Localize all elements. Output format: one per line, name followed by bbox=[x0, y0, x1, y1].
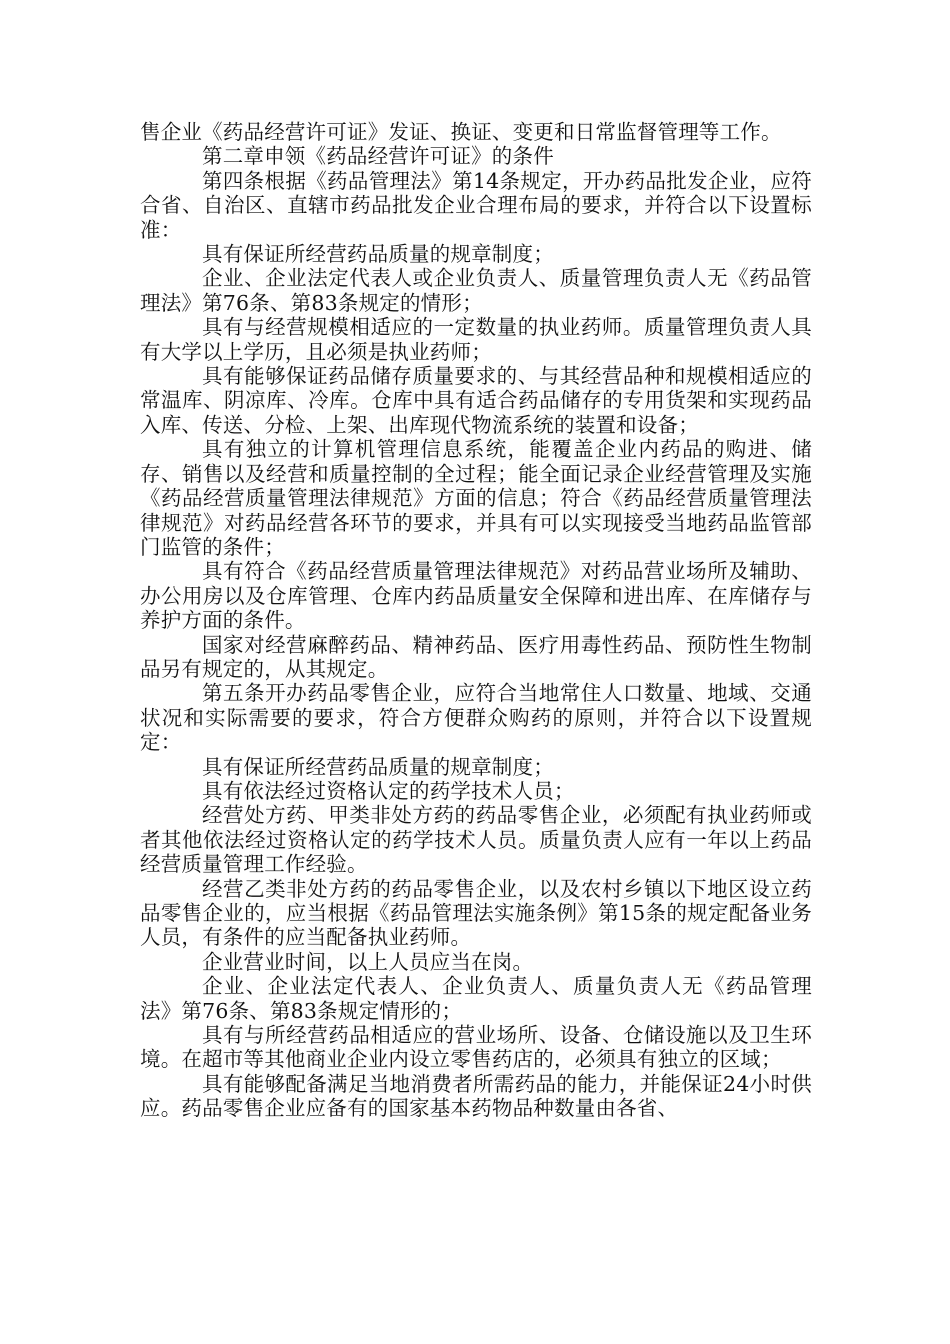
paragraph: 企业、企业法定代表人、企业负责人、质量负责人无《药品管理法》第76条、第83条规定情形的； bbox=[140, 974, 812, 1023]
chapter-heading: 第二章申领《药品经营许可证》的条件 bbox=[202, 144, 554, 169]
paragraph: 具有符合《药品经营质量管理法律规范》对药品营业场所及辅助、办公用房以及仓库管理、仓库内药品质量安全保障和进出库、在库储存与养护方面的条件。 bbox=[140, 559, 812, 633]
paragraph: 售企业《药品经营许可证》发证、换证、变更和日常监督管理等工作。 bbox=[140, 120, 782, 144]
paragraph: 具有独立的计算机管理信息系统，能覆盖企业内药品的购进、储存、销售以及经营和质量控制的全过程；能全面记录企业经营管理及实施《药品经营质量管理法律规范》方面的信息；符合《药品经营质量管理法律规范》对药品经营各环节的要求，并具有可以实现接受当地药品监管部门监管的条件； bbox=[140, 437, 812, 559]
paragraph: 经营处方药、甲类非处方药的药品零售企业，必须配有执业药师或者其他依法经过资格认定的药学技术人员。质量负责人应有一年以上药品经营质量管理工作经验。 bbox=[140, 803, 812, 877]
paragraph: 具有保证所经营药品质量的规章制度； bbox=[202, 242, 554, 267]
paragraph: 具有能够保证药品储存质量要求的、与其经营品种和规模相适应的常温库、阴凉库、冷库。仓库中具有适合药品储存的专用货架和实现药品入库、传送、分检、上架、出库现代物流系统的装置和设备； bbox=[140, 364, 812, 437]
paragraph: 企业、企业法定代表人或企业负责人、质量管理负责人无《药品管理法》第76条、第83条规定的情形； bbox=[140, 266, 812, 315]
paragraph: 具有依法经过资格认定的药学技术人员； bbox=[202, 778, 575, 803]
paragraph: 第四条根据《药品管理法》第14条规定，开办药品批发企业，应符合省、自治区、直辖市药品批发企业合理布局的要求，并符合以下设置标准： bbox=[140, 168, 812, 242]
paragraph: 具有能够配备满足当地消费者所需药品的能力，并能保证24小时供应。药品零售企业应备有的国家基本药物品种数量由各省、 bbox=[140, 1071, 812, 1121]
paragraph: 经营乙类非处方药的药品零售企业，以及农村乡镇以下地区设立药品零售企业的，应当根据《药品管理法实施条例》第15条的规定配备业务人员，有条件的应当配备执业药师。 bbox=[140, 876, 812, 950]
paragraph: 国家对经营麻醉药品、精神药品、医疗用毒性药品、预防性生物制品另有规定的，从其规定。 bbox=[140, 632, 812, 681]
paragraph: 第五条开办药品零售企业，应符合当地常住人口数量、地域、交通状况和实际需要的要求，符合方便群众购药的原则，并符合以下设置规定： bbox=[140, 681, 812, 755]
paragraph: 具有保证所经营药品质量的规章制度； bbox=[202, 754, 554, 779]
paragraph: 企业营业时间，以上人员应当在岗。 bbox=[202, 949, 534, 974]
document-body bbox=[140, 120, 812, 1121]
paragraph: 具有与所经营药品相适应的营业场所、设备、仓储设施以及卫生环境。在超市等其他商业企业内设立零售药店的，必须具有独立的区域； bbox=[140, 1023, 812, 1072]
paragraph: 具有与经营规模相适应的一定数量的执业药师。质量管理负责人具有大学以上学历，且必须是执业药师； bbox=[140, 315, 812, 364]
